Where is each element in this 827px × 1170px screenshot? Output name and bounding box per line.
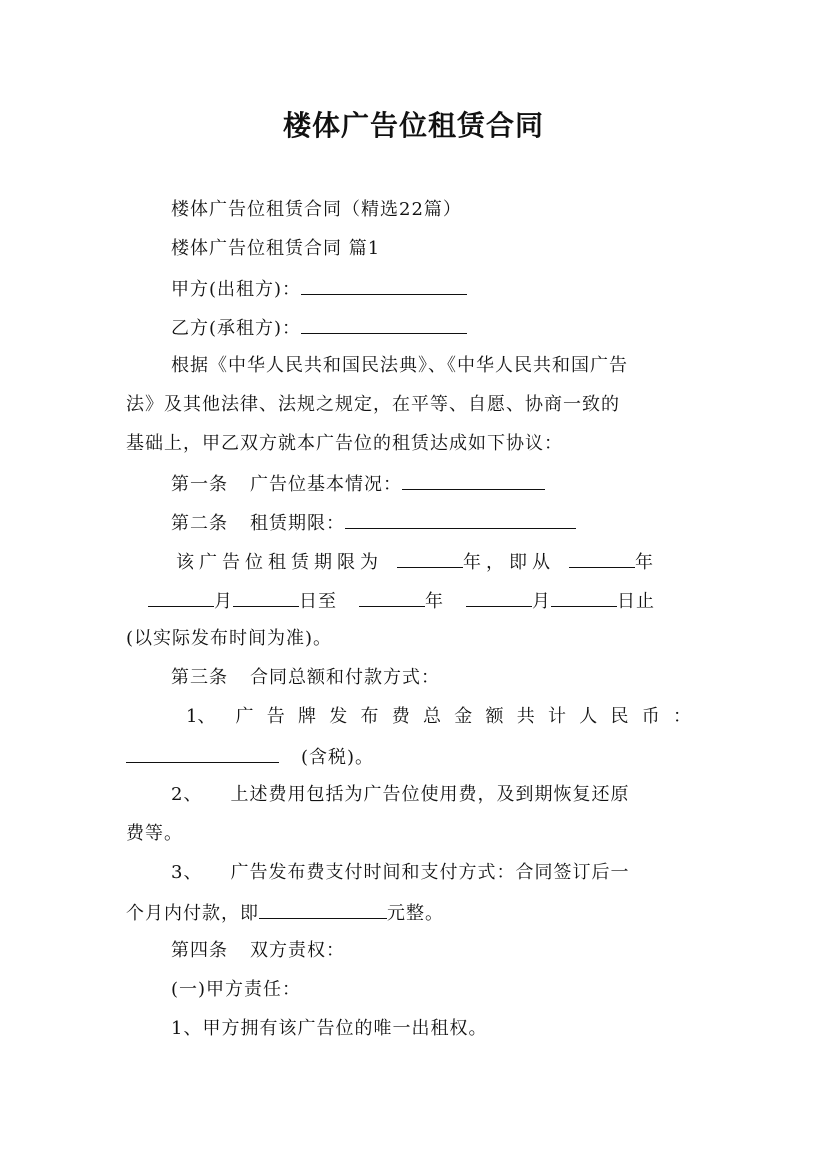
basis-line-2: 法》及其他法律、法规之规定，在平等、自愿、协商一致的 xyxy=(126,394,620,415)
party-a-label: 甲方(出租方)： xyxy=(171,279,302,300)
article-3-line xyxy=(171,666,700,690)
party-b-blank[interactable] xyxy=(301,315,467,334)
article-3-text: 合同总额和付款方式： xyxy=(250,667,440,688)
article-2-line xyxy=(171,510,700,536)
fee-2-line xyxy=(171,783,700,807)
party-b-label: 乙方(承租方)： xyxy=(171,318,302,339)
fee-3-amount-blank[interactable] xyxy=(259,900,387,919)
article-1-blank[interactable] xyxy=(402,471,545,490)
fee-3-text-1: 广告发布费支付时间和支付方式：合同签订后一 xyxy=(230,862,630,883)
article-4-text: 双方责权： xyxy=(250,940,345,961)
start-day-blank[interactable] xyxy=(233,588,299,607)
term-text-a: 该广告位租赁期限为 xyxy=(176,552,383,573)
fee-3-text-2b: 元整。 xyxy=(387,903,444,924)
party-a-blank[interactable] xyxy=(301,276,467,295)
end-month-blank[interactable] xyxy=(466,588,532,607)
article-1-text: 广告位基本情况： xyxy=(250,474,402,495)
fee-3-text-2a: 个月内付款，即 xyxy=(126,903,259,924)
party-a-line xyxy=(171,276,700,302)
term-years-blank[interactable] xyxy=(397,549,463,568)
fee-3-number: 3、 xyxy=(171,862,203,883)
part-heading: 楼体广告位租赁合同 篇1 xyxy=(171,238,381,259)
article-3-label: 第三条 xyxy=(171,667,228,688)
end-year-blank[interactable] xyxy=(359,588,425,607)
fee-1-line xyxy=(186,705,700,729)
document-title: 楼体广告位租赁合同 xyxy=(282,109,544,142)
article-1-line xyxy=(171,471,700,497)
article-4-line xyxy=(171,939,700,963)
fee-2-number: 2、 xyxy=(171,784,203,805)
end-day-blank[interactable] xyxy=(551,588,617,607)
intro-line: 楼体广告位租赁合同（精选22篇） xyxy=(171,199,462,220)
start-year-blank[interactable] xyxy=(569,549,635,568)
fee-1-text: 广告牌发布费总金额共计人民币： xyxy=(235,706,700,727)
start-month-blank[interactable] xyxy=(148,588,214,607)
fee-1-amount-line xyxy=(126,744,700,770)
fee-1-amount-blank[interactable] xyxy=(126,744,279,763)
article-1-label: 第一条 xyxy=(171,474,228,495)
fee-3-line xyxy=(171,861,700,885)
fee-3-line-2 xyxy=(126,900,700,926)
term-text-c: 年 xyxy=(635,552,658,573)
fee-2-text-1: 上述费用包括为广告位使用费，及到期恢复还原 xyxy=(230,784,630,805)
fee-1-number: 1、 xyxy=(186,706,216,727)
term-text-d: 月 xyxy=(214,591,233,612)
party-a-duty-heading: (一)甲方责任： xyxy=(171,979,302,1000)
article-2-blank[interactable] xyxy=(345,510,576,529)
party-b-line xyxy=(171,315,700,341)
term-text-e: 日至 xyxy=(299,591,337,612)
term-text-f: 年 xyxy=(425,591,444,612)
fee-2-text-2: 费等。 xyxy=(126,823,183,844)
basis-line-3: 基础上，甲乙双方就本广告位的租赁达成如下协议： xyxy=(126,433,563,454)
term-line-2 xyxy=(148,588,700,614)
article-2-text: 租赁期限： xyxy=(250,513,345,534)
term-note: (以实际发布时间为准)。 xyxy=(126,628,333,649)
basis-line-1: 根据《中华人民共和国民法典》、《中华人民共和国广告 xyxy=(171,355,628,376)
term-text-h: 日止 xyxy=(617,591,655,612)
article-4-label: 第四条 xyxy=(171,940,228,961)
term-text-g: 月 xyxy=(532,591,551,612)
article-2-label: 第二条 xyxy=(171,513,228,534)
term-line-1 xyxy=(176,549,700,575)
term-text-b: 年，即从 xyxy=(463,552,555,573)
fee-1-tax: (含税)。 xyxy=(301,747,375,768)
party-a-duty-1: 1、甲方拥有该广告位的唯一出租权。 xyxy=(171,1018,488,1039)
